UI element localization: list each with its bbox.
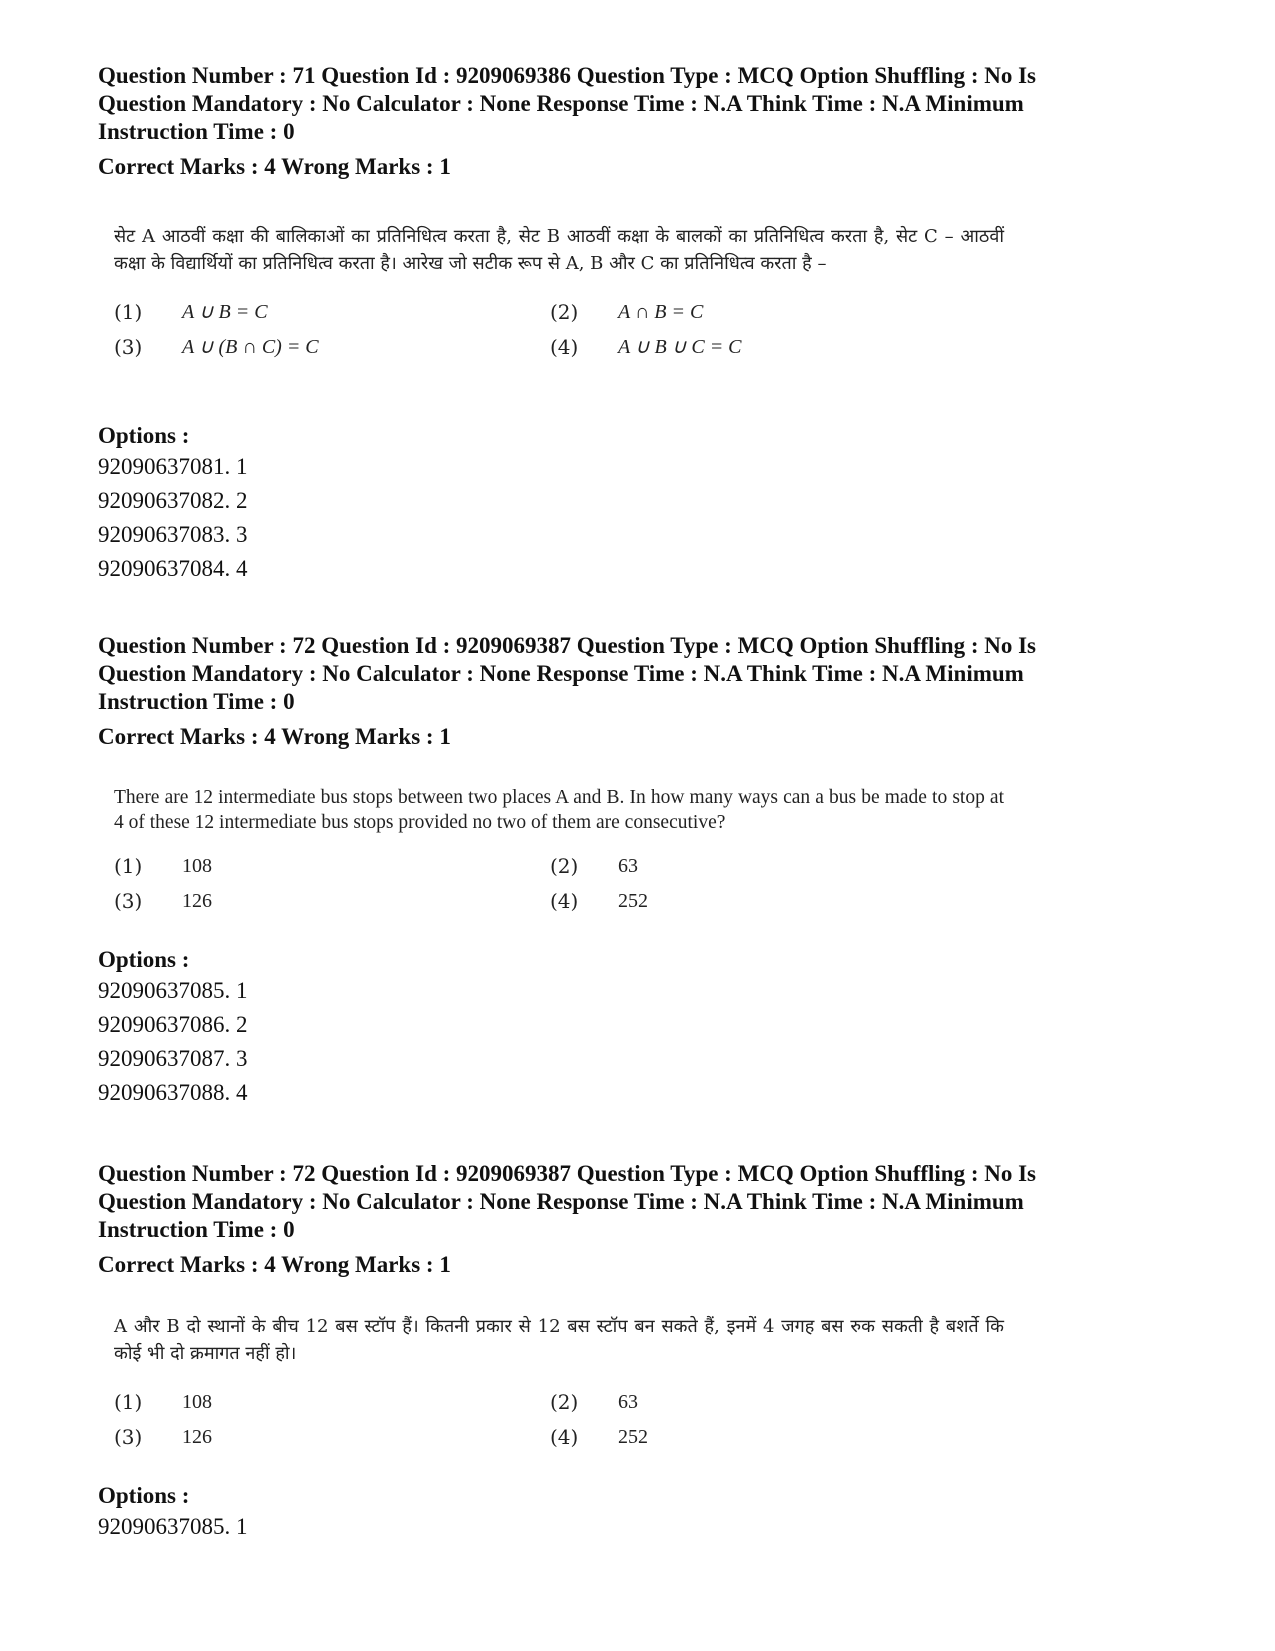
option-item: 92090637084. 4	[98, 556, 248, 581]
choice-item	[550, 299, 986, 326]
choice-item	[550, 334, 986, 361]
choice-item	[114, 888, 550, 915]
choice-number: (1)	[114, 854, 143, 878]
option-item: 92090637082. 2	[98, 488, 248, 513]
choice-number: (3)	[114, 889, 143, 913]
question-block-71	[98, 62, 1178, 361]
choice-number: (2)	[550, 300, 579, 324]
question-text-box	[114, 1313, 1004, 1451]
option-item: 92090637086. 2	[98, 1012, 248, 1037]
question-meta-line: Question Mandatory : No Calculator : None Response Time : N.A Think Time : N.A Minimum	[98, 661, 1024, 686]
question-block-72	[98, 632, 1178, 915]
choice-item	[114, 334, 550, 361]
question-meta-line: Instruction Time : 0	[98, 689, 295, 714]
choice-value: 252	[618, 890, 648, 912]
marks-line: Correct Marks : 4 Wrong Marks : 1	[98, 154, 451, 179]
choice-value: A ∩ B = C	[618, 301, 704, 323]
choice-item	[550, 1424, 986, 1451]
options-list	[98, 946, 1178, 1110]
option-item: 92090637083. 3	[98, 522, 248, 547]
choice-grid	[114, 853, 1004, 915]
choice-number: (4)	[550, 335, 579, 359]
choice-number: (2)	[550, 1390, 579, 1414]
choice-value: 252	[618, 1426, 648, 1448]
question-text: सेट A आठवीं कक्षा की बालिकाओं का प्रतिनिधित्व करता है, सेट B आठवीं कक्षा के बालकों का प्रतिनिधित्व करता है, सेट C – आठवीं कक्षा के विद्यार्थियों का प्रतिनिधित्व करता है। आरेख जो सटीक रूप से A, B और C का प्रतिनिधित्व करता है –	[114, 226, 1004, 274]
choice-value: 108	[182, 1391, 212, 1413]
marks-line: Correct Marks : 4 Wrong Marks : 1	[98, 1252, 451, 1277]
choice-item	[114, 299, 550, 326]
question-text-box	[114, 785, 1004, 915]
options-list	[98, 422, 1178, 586]
choice-value: A ∪ B ∪ C = C	[618, 336, 742, 358]
choice-value: 126	[182, 890, 212, 912]
options-title: Options :	[98, 1483, 190, 1508]
choice-number: (4)	[550, 1425, 579, 1449]
choice-item	[550, 1389, 986, 1416]
option-item: 92090637085. 1	[98, 1514, 248, 1539]
choice-item	[114, 1389, 550, 1416]
options-title: Options :	[98, 423, 190, 448]
option-item: 92090637088. 4	[98, 1080, 248, 1105]
choice-number: (3)	[114, 335, 143, 359]
question-text: A और B दो स्थानों के बीच 12 बस स्टॉप हैं। कितनी प्रकार से 12 बस स्टॉप बन सकते हैं, इनमें 4 जगह बस रुक सकती है बशर्ते कि कोई भी दो क्रमागत नहीं हो।	[114, 1316, 1004, 1364]
choice-number: (3)	[114, 1425, 143, 1449]
question-meta-line: Question Number : 71 Question Id : 9209069386 Question Type : MCQ Option Shuffling : No Is	[98, 63, 1037, 88]
option-item: 92090637081. 1	[98, 454, 248, 479]
choice-value: 108	[182, 855, 212, 877]
choice-item	[114, 853, 550, 880]
option-item: 92090637085. 1	[98, 978, 248, 1003]
choice-item	[550, 888, 986, 915]
question-block-72-hindi	[98, 1160, 1178, 1451]
choice-value: 63	[618, 855, 638, 877]
option-item: 92090637087. 3	[98, 1046, 248, 1071]
question-text-box	[114, 223, 1004, 361]
marks-line: Correct Marks : 4 Wrong Marks : 1	[98, 724, 451, 749]
options-list	[98, 1482, 1178, 1544]
choice-grid	[114, 1389, 1004, 1451]
choice-value: 126	[182, 1426, 212, 1448]
choice-item	[550, 853, 986, 880]
choice-grid	[114, 299, 1004, 361]
question-meta-line: Question Number : 72 Question Id : 9209069387 Question Type : MCQ Option Shuffling : No Is	[98, 1161, 1037, 1186]
choice-number: (2)	[550, 854, 579, 878]
choice-value: A ∪ B = C	[182, 301, 268, 323]
question-meta-line: Instruction Time : 0	[98, 1217, 295, 1242]
question-meta-line: Question Mandatory : No Calculator : None Response Time : N.A Think Time : N.A Minimum	[98, 91, 1024, 116]
question-meta-line: Question Mandatory : No Calculator : None Response Time : N.A Think Time : N.A Minimum	[98, 1189, 1024, 1214]
choice-value: A ∪ (B ∩ C) = C	[182, 336, 319, 358]
question-text: There are 12 intermediate bus stops between two places A and B. In how many ways can a bus be made to stop at 4 of these 12 intermediate bus stops provided no two of them are consecutive?	[114, 787, 1004, 833]
choice-value: 63	[618, 1391, 638, 1413]
choice-item	[114, 1424, 550, 1451]
choice-number: (1)	[114, 1390, 143, 1414]
choice-number: (4)	[550, 889, 579, 913]
options-title: Options :	[98, 947, 190, 972]
choice-number: (1)	[114, 300, 143, 324]
question-meta-line: Question Number : 72 Question Id : 9209069387 Question Type : MCQ Option Shuffling : No Is	[98, 633, 1037, 658]
question-meta-line: Instruction Time : 0	[98, 119, 295, 144]
